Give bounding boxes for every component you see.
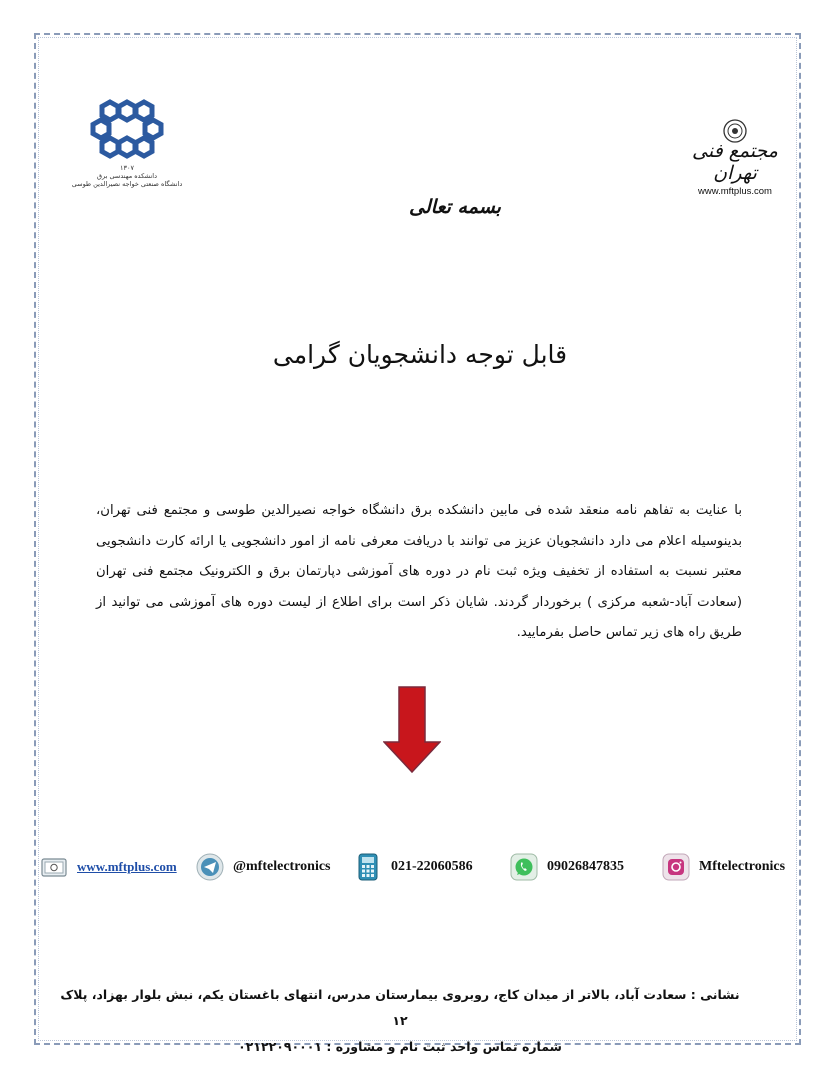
address-block <box>60 982 740 1060</box>
bismillah: بسمه تعالی <box>409 196 501 218</box>
contact-website-text[interactable]: www.mftplus.com <box>77 859 177 874</box>
address-line: نشانی : سعادت آباد، بالاتر از میدان کاج، روبروی بیمارستان مدرس، انتهای باغستان یکم، نبش بلوار بهزاد، پلاک ۱۲ <box>60 987 740 1028</box>
contact-phone-text: 021-22060586 <box>391 859 473 874</box>
instagram-icon <box>661 852 691 882</box>
down-arrow-icon <box>383 686 441 774</box>
contact-whatsapp-text: 09026847835 <box>547 859 624 874</box>
kntu-logo-icon <box>90 98 164 164</box>
contact-website[interactable] <box>39 852 177 882</box>
contact-whatsapp[interactable] <box>509 852 624 882</box>
logo-faculty: دانشکده مهندسی برق <box>96 172 157 180</box>
company-logo <box>680 118 790 197</box>
page-title: قابل توجه دانشجویان گرامی <box>272 340 568 369</box>
contact-telegram-text: @mftelectronics <box>233 859 331 874</box>
university-logo <box>62 98 192 188</box>
company-url: www.mftplus.com <box>698 186 772 197</box>
phone-icon <box>353 852 383 882</box>
logo-year: ۱۳۰۷ <box>120 164 134 172</box>
announcement-paragraph: با عنایت به تفاهم نامه منعقد شده فی مابین دانشکده برق دانشگاه خواجه نصیرالدین طوسی و مجتمع فنی تهران، بدینوسیله اعلام می دارد دانشجویان عزیز می توانند با دریافت معرفی نامه از امور دانشجویی یا ارائه کارت دانشجویی معتبر نسبت به استفاده از تخفیف ویژه ثبت نام در دوره های آموزشی دپارتمان برق و الکترونیک مجتمع فنی تهران (سعادت آباد-شعبه مرکزی ) برخوردار گردند. شایان ذکر است برای اطلاع از لیست دوره های آموزشی می توانید از طریق راه های زیر تماس حاصل بفرمایید. <box>96 503 742 640</box>
web-icon <box>39 852 69 882</box>
down-arrow <box>383 686 441 778</box>
contact-bar <box>35 852 800 892</box>
contact-instagram[interactable] <box>661 852 785 882</box>
company-name: مجتمع فنی تهران <box>692 140 778 184</box>
contact-phone[interactable] <box>353 852 473 882</box>
whatsapp-icon <box>509 852 539 882</box>
contact-telegram[interactable] <box>195 852 331 882</box>
logo-university: دانشگاه صنعتی خواجه نصیرالدین طوسی <box>71 180 183 188</box>
telegram-icon <box>195 852 225 882</box>
contact-instagram-text: Mftelectronics <box>699 859 786 874</box>
registration-phone-line: شماره تماس واحد ثبت نام و مشاوره : ۰۲۱۲۲۰۹۰۰۰۱ <box>238 1039 562 1054</box>
